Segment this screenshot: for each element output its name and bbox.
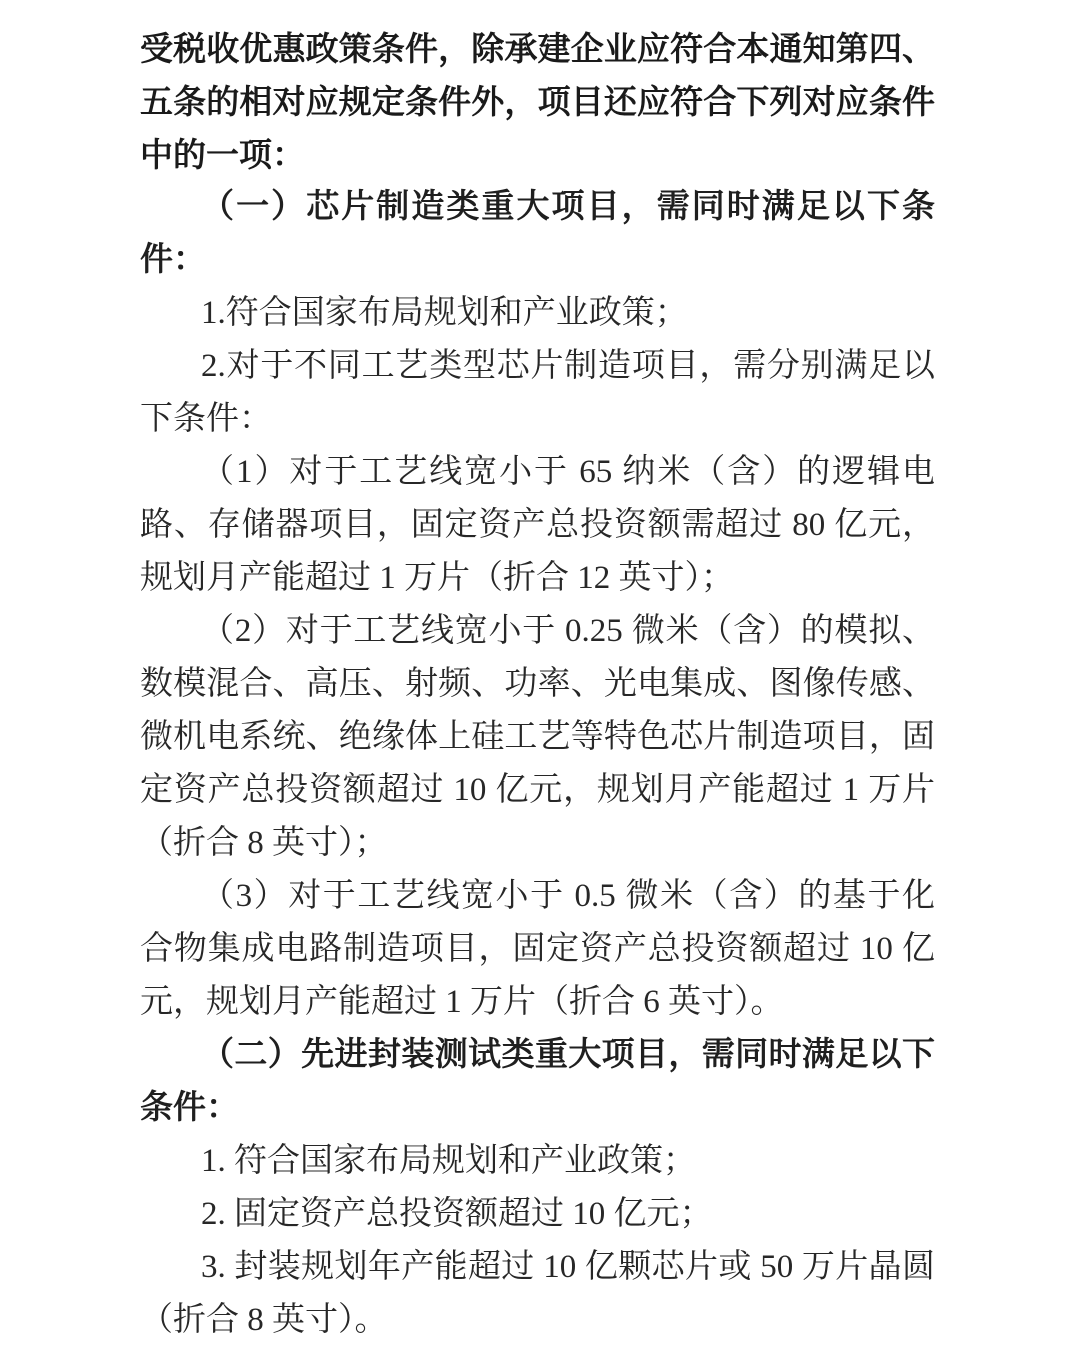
heading-section-one-chip-manufacturing: （一）芯片制造类重大项目，需同时满足以下条件： bbox=[140, 189, 935, 278]
paragraph-intro-continuation: 受税收优惠政策条件，除承建企业应符合本通知第四、五条的相对应规定条件外，项目还应符合下列对应条件中的一项： bbox=[140, 30, 935, 173]
heading-section-two-advanced-packaging: （二）先进封装测试类重大项目，需同时满足以下条件： bbox=[140, 1037, 935, 1126]
item-3-annual-packaging-capacity: 3. 封装规划年产能超过 10 亿颗芯片或 50 万片晶圆（折合 8 英寸）。 bbox=[140, 1249, 935, 1338]
subitem-2-specialty-chips-025um: （2）对于工艺线宽小于 0.25 微米（含）的模拟、数模混合、高压、射频、功率、光电集成、图像传感、微机电系统、绝缘体上硅工艺等特色芯片制造项目，固定资产总投资额超过 10 亿元，规划月产能超过 1 万片（折合 8 英寸）； bbox=[140, 613, 935, 861]
item-1-national-planning-policy: 1.符合国家布局规划和产业政策； bbox=[201, 295, 688, 331]
item-2-fixed-asset-investment: 2. 固定资产总投资额超过 10 亿元； bbox=[201, 1196, 713, 1232]
item-1-national-planning-policy-packaging: 1. 符合国家布局规划和产业政策； bbox=[201, 1143, 697, 1179]
subitem-1-logic-memory-65nm: （1）对于工艺线宽小于 65 纳米（含）的逻辑电路、存储器项目，固定资产总投资额需超过 80 亿元，规划月产能超过 1 万片（折合 12 英寸）； bbox=[140, 454, 935, 596]
subitem-3-compound-ic-05um: （3）对于工艺线宽小于 0.5 微米（含）的基于化合物集成电路制造项目，固定资产总投资额超过 10 亿元，规划月产能超过 1 万片（折合 6 英寸）。 bbox=[140, 878, 935, 1020]
item-2-process-type-conditions: 2.对于不同工艺类型芯片制造项目，需分别满足以下条件： bbox=[140, 348, 935, 437]
document-text-block bbox=[140, 22, 935, 1347]
